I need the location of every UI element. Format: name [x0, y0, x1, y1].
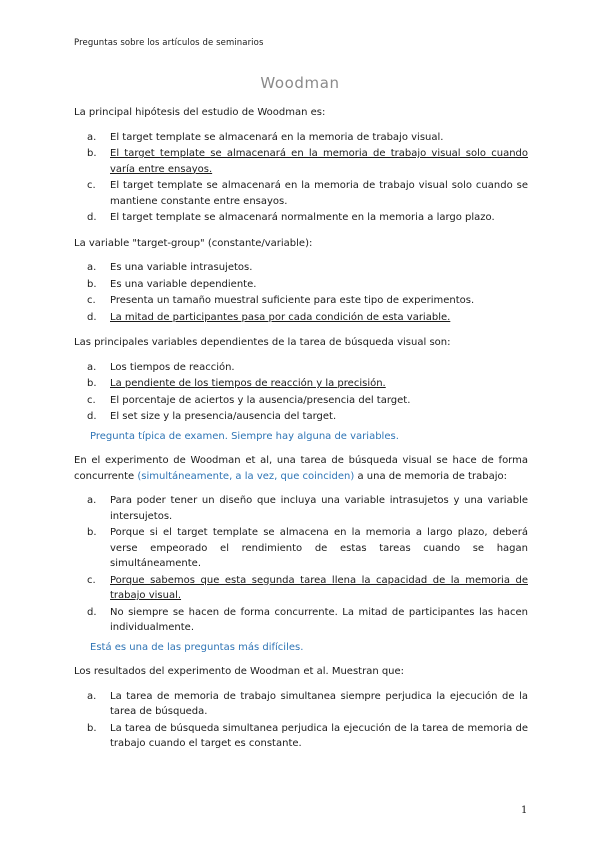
option-q1-d: d. El target template se almacenará normalmente en la memoria a largo plazo. [87, 212, 495, 223]
question-4-options [74, 493, 528, 636]
question-5: Los resultados del experimento de Woodman et al. Muestran que: [74, 666, 405, 677]
option-q3-b-correct: b. La pendiente de los tiempos de reacción y la precisión. [87, 378, 386, 389]
option-q4-b: b. Porque si el target template se almacena en la memoria a largo plazo, deberá verse empeorado el rendimiento de estas tareas cuando se hagan simultáneamente. [87, 527, 528, 569]
question-3-note: Pregunta típica de examen. Siempre hay alguna de variables. [90, 430, 399, 442]
option-q1-b-correct: b. El target template se almacenará en la memoria de trabajo visual solo cuando varía entre ensayos. [87, 148, 528, 175]
page-header: Preguntas sobre los artículos de seminarios [74, 38, 264, 48]
option-q4-a: a. Para poder tener un diseño que incluya una variable intrasujetos y una variable intersujetos. [87, 495, 528, 522]
option-q3-d: d. El set size y la presencia/ausencia del target. [87, 411, 337, 422]
option-q3-c: c. El porcentaje de aciertos y la ausencia/presencia del target. [87, 394, 411, 406]
page-number: 1 [521, 805, 528, 816]
question-1-options [74, 130, 528, 226]
option-q3-a: a. Los tiempos de reacción. [87, 361, 235, 373]
document-body [74, 105, 528, 762]
option-q2-a: a. Es una variable intrasujetos. [87, 262, 253, 273]
question-4-clarification: (simultáneamente, a la vez, que coinciden) [137, 470, 355, 482]
option-q1-a: a. El target template se almacenará en la memoria de trabajo visual. [87, 131, 444, 143]
question-5-options [74, 689, 528, 752]
option-q4-d: d. No siempre se hacen de forma concurrente. La mitad de participantes las hacen individualmente. [87, 606, 528, 633]
question-4: En el experimento de Woodman et al, una tarea de búsqueda visual se hace de forma concurrente (simultáneamente, a la vez, que coinciden) a una de memoria de trabajo: [74, 455, 528, 482]
document-title: Woodman [260, 74, 340, 92]
question-4-note: Está es una de las preguntas más difíciles. [90, 641, 304, 653]
option-q2-c: c. Presenta un tamaño muestral suficiente para este tipo de experimentos. [87, 295, 475, 306]
option-q1-c: c. El target template se almacenará en la memoria de trabajo visual solo cuando se mantiene constante entre ensayos. [87, 180, 528, 207]
option-q2-d-correct: d. La mitad de participantes pasa por cada condición de esta variable. [87, 311, 451, 323]
option-q4-c-correct: c. Porque sabemos que esta segunda tarea llena la capacidad de la memoria de trabajo visual. [87, 574, 528, 601]
question-2-options [74, 260, 528, 325]
question-1: La principal hipótesis del estudio de Woodman es: [74, 107, 326, 118]
option-q5-a: a. La tarea de memoria de trabajo simultanea siempre perjudica la ejecución de la tarea de búsqueda. [87, 690, 528, 717]
question-3: Las principales variables dependientes de la tarea de búsqueda visual son: [74, 337, 451, 348]
question-2: La variable "target-group" (constante/variable): [74, 237, 313, 249]
option-q2-b: b. Es una variable dependiente. [87, 278, 257, 290]
question-3-options [74, 360, 528, 425]
option-q5-b: b. La tarea de búsqueda simultanea perjudica la ejecución de la tarea de memoria de trabajo cuando el target es constante. [87, 722, 528, 749]
